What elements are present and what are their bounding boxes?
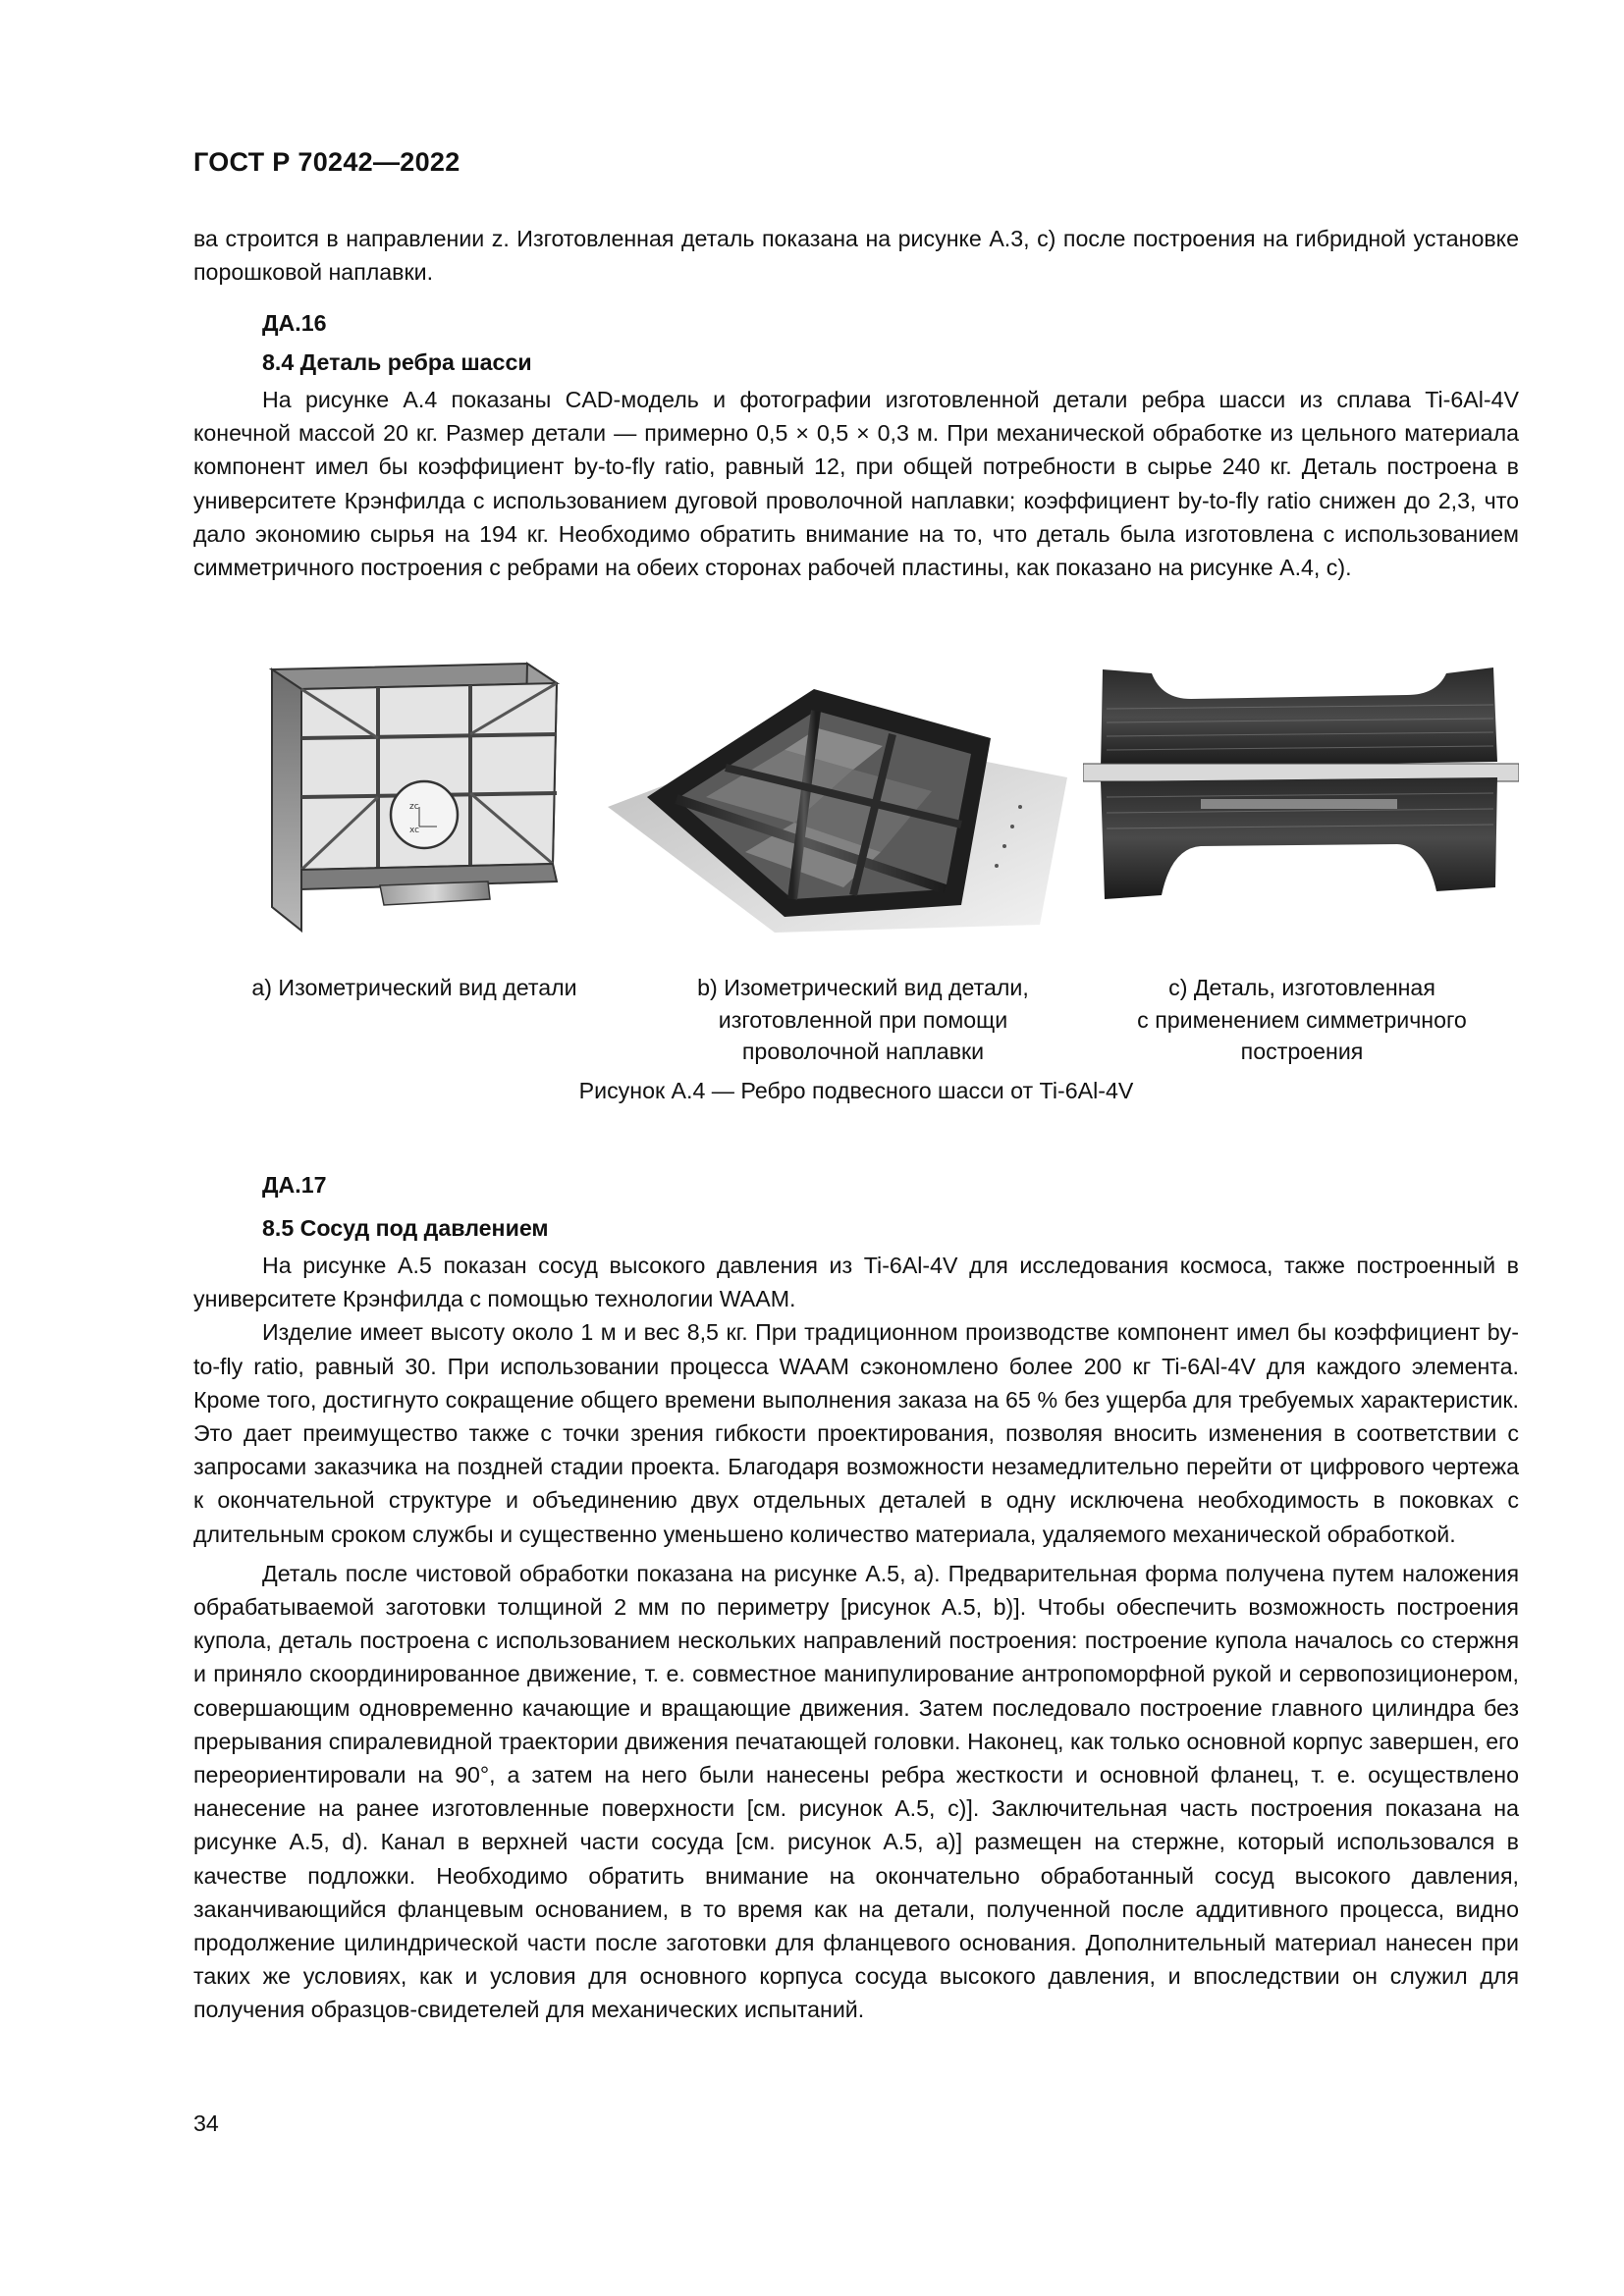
page-number: 34: [193, 2110, 219, 2136]
caption-c-line-2: с применением симметричного: [1137, 1006, 1467, 1033]
caption-a-line: a) Изометрический вид детали: [251, 975, 577, 1000]
section-16-paragraph: На рисунке А.4 показаны CAD-модель и фотографии изготовленной детали ребра шасси из сплава Ti-6Al-4V конечной массой 20 кг. Размер детали — примерно 0,5 × 0,5 × 0,3 м. При механической обработке из цельного материала компонент имел бы коэффициент by-to-fly ratio, равный 12, при общей потребности в сырье 240 кг. Деталь построена в университете Крэнфилда с использованием дуговой проволочной наплавки; коэффициент by-to-fly ratio снижен до 2,3, что дало экономию сырья на 194 кг. Необходимо обратить внимание на то, что деталь была изготовлена с использованием симметричного построения с ребрами на обеих сторонах рабочей пластины, как показано на рисунке А.4, c).: [193, 387, 1519, 581]
figure-panel-b-photo: [608, 660, 1067, 934]
figure-panel-a-cad-model: [262, 660, 567, 934]
section-17-paragraph-3: Деталь после чистовой обработки показана на рисунке А.5, a). Предварительная форма получена путем наложения обрабатываемой заготовки толщиной 2 мм по периметру [рисунок А.5, b)]. Чтобы обеспечить возможность построения купола, деталь построена с использованием нескольких направлений построения: построение купола началось со стержня и приняло скоординированное движение, т. е. совместное манипулирование антропоморфной рукой и сервопозиционером, совершающим одновременно качающие и вращающие движения. Затем последовало построение главного цилиндра без прерывания спиралевидной траектории движения печатающей головки. Наконец, как только основной корпус завершен, его переориентировали на 90°, а затем на него были нанесены ребра жесткости и основной фланец, т. е. осуществлено нанесение на ранее изготовленные поверхности [см. рисунок А.5, c)]. Заключительная часть построения показана на рисунке А.5, d). Канал в верхней части сосуда [см. рисунок А.5, a)] размещен на стержне, который использовался в качестве подложки. Необходимо обратить внимание на окончательно обработанный сосуд высокого давления, заканчивающийся фланцевым основанием, в то время как на детали, полученной после аддитивного процесса, видно продолжение цилиндрической части после заготовки для фланцевого основания. Дополнительный материал нанесен при таких же условиях, как и условия для основного корпуса сосуда высокого давления, и впоследствии он служил для получения образцов-свидетелей для механических испытаний.: [193, 1560, 1519, 2023]
document-header: ГОСТ Р 70242—2022: [193, 147, 460, 177]
caption-b-line-2: изготовленной при помощи: [718, 1006, 1008, 1033]
caption-c-line-3: построения: [1240, 1039, 1364, 1064]
section-16-code: ДА.16: [262, 310, 327, 336]
section-16-title: 8.4 Деталь ребра шасси: [262, 349, 532, 375]
intro-text: ва строится в направлении z. Изготовленная деталь показана на рисунке А.3, c) после построения на гибридной установке порошковой наплавки.: [193, 226, 1519, 286]
section-17-code: ДА.17: [262, 1172, 327, 1198]
section-17-paragraph-1: На рисунке А.5 показан сосуд высокого давления из Ti-6Al-4V для исследования космоса, также построенный в университете Крэнфилда с помощью технологии WAAM.: [193, 1253, 1519, 1312]
section-17-body: [193, 1249, 1519, 2027]
figure-a4: [193, 660, 1519, 934]
figure-caption-c: [1096, 972, 1508, 1068]
figure-panel-c-photo: [1083, 660, 1519, 934]
axis-label-xc: xc: [409, 826, 420, 835]
section-17-title: 8.5 Сосуд под давлением: [262, 1215, 549, 1241]
section-16-body: [193, 383, 1519, 584]
caption-b-line-1: b) Изометрический вид детали,: [697, 975, 1029, 1000]
figure-caption-a: [218, 972, 611, 1004]
caption-b-line-3: проволочной наплавки: [741, 1039, 985, 1064]
figure-caption-b: [652, 972, 1074, 1068]
section-17-paragraph-2: Изделие имеет высоту около 1 м и вес 8,5 кг. При традиционном производстве компонент имел бы коэффициент by-to-fly ratio, равный 30. При использовании процесса WAAM сэкономлено более 200 кг Ti-6Al-4V для каждого элемента. Кроме того, достигнуто сокращение общего времени выполнения заказа на 65 % без ущерба для требуемых характеристик. Это дает преимущество также с точки зрения гибкости проектирования, позволяя вносить изменения в соответствии с запросами заказчика на поздней стадии проекта. Благодаря возможности незамедлительно перейти от цифрового чертежа к окончательной структуре и объединению двух отдельных деталей в одну исключена необходимость в поковках с длительным сроком службы и существенно уменьшено количество материала, удаляемого механической обработкой.: [193, 1319, 1519, 1547]
figure-title: Рисунок А.4 — Ребро подвесного шасси от Ti-6Al-4V: [578, 1078, 1134, 1103]
axis-label-zc: zc: [409, 802, 419, 812]
intro-paragraph: [193, 222, 1519, 289]
caption-c-line-1: c) Деталь, изготовленная: [1168, 975, 1435, 1000]
